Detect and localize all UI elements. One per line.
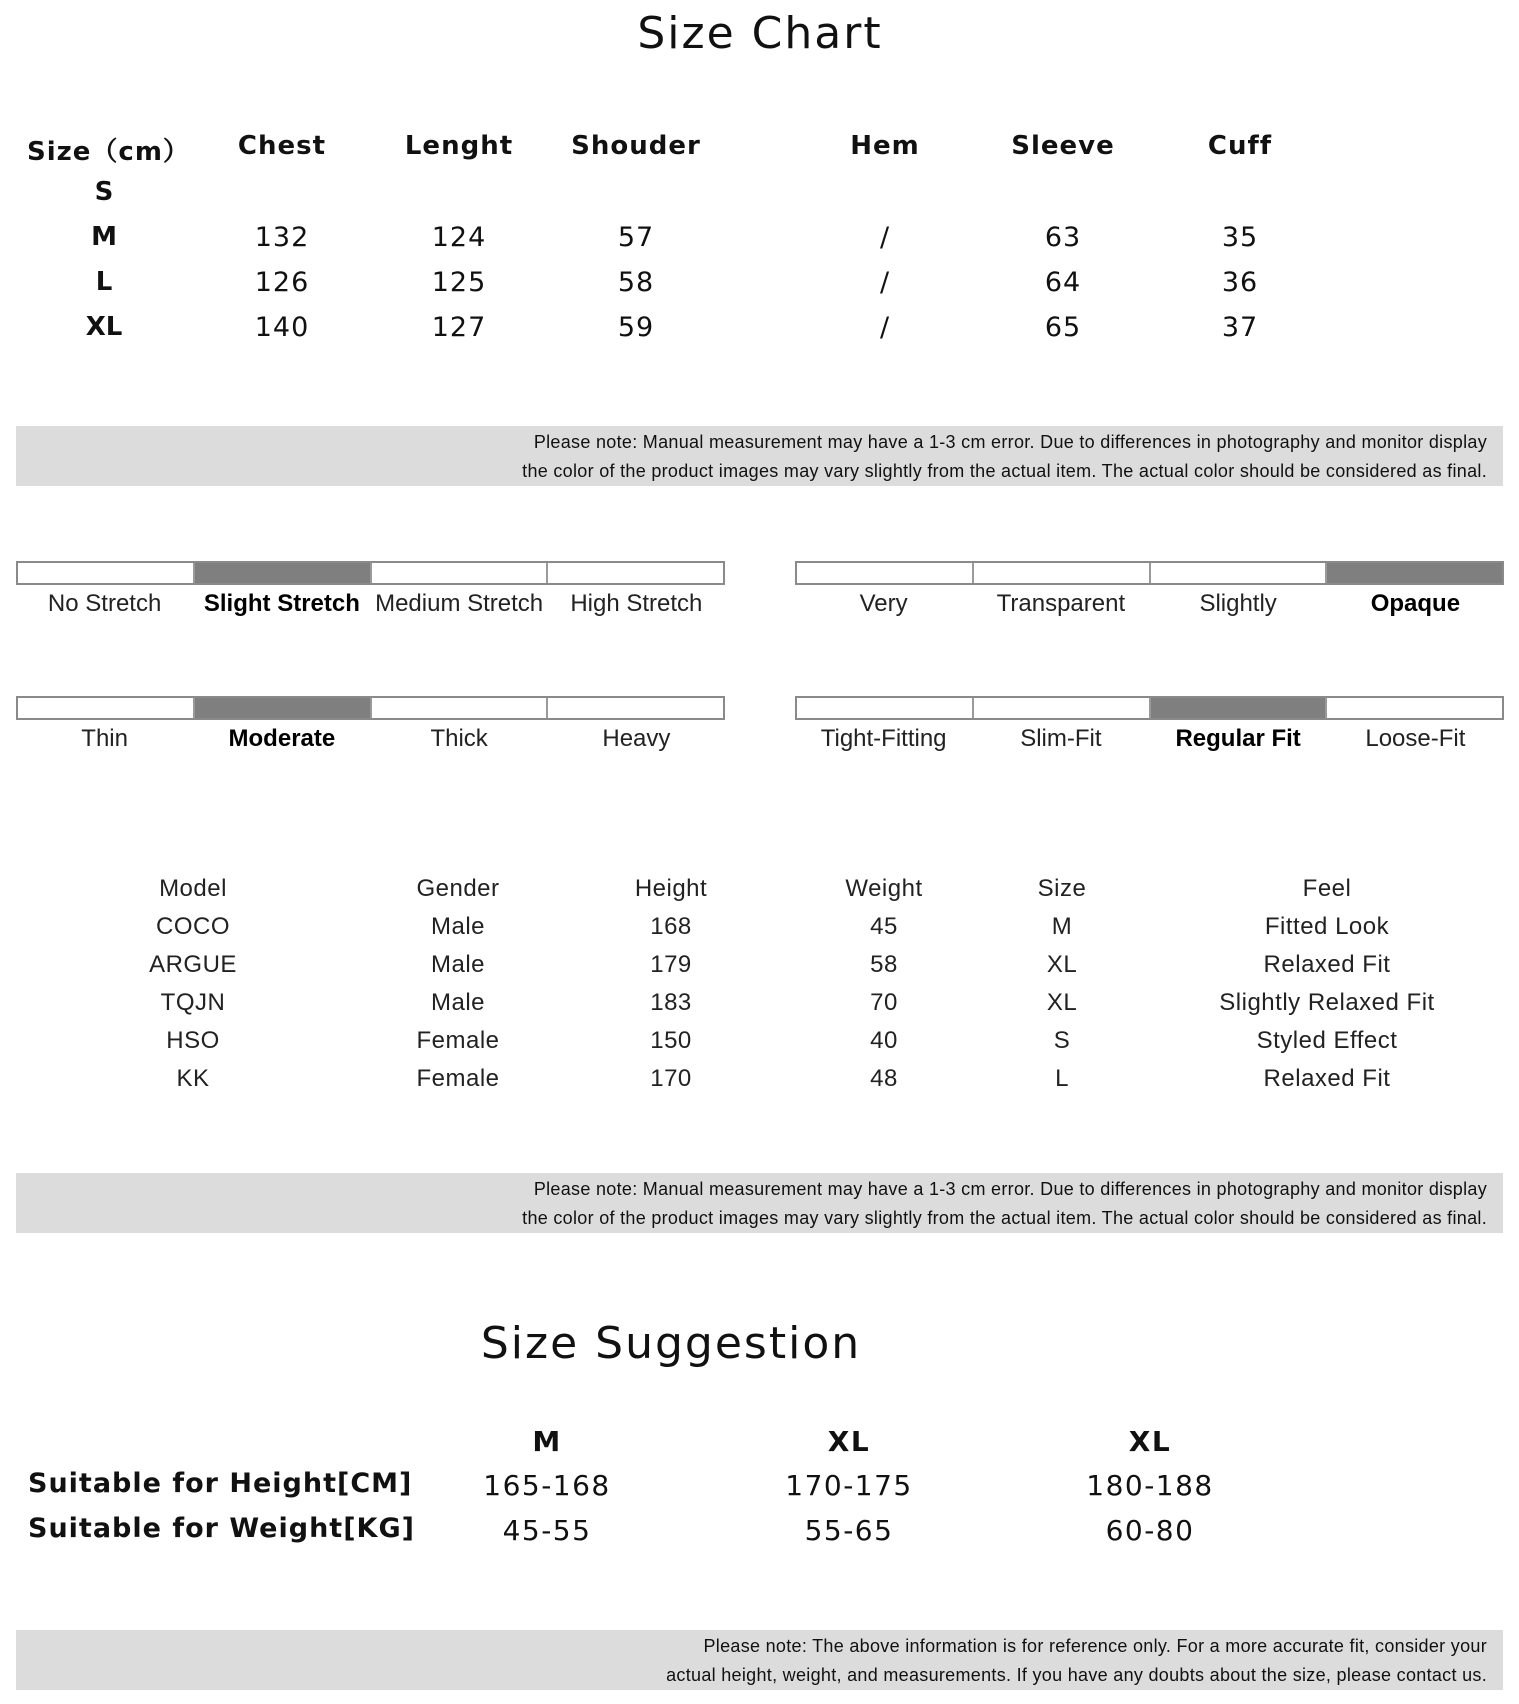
measurement-note xyxy=(16,426,1503,486)
scale-segment xyxy=(974,698,1151,718)
model-cell: Male xyxy=(430,913,486,940)
note-line-2: actual height, weight, and measurements. If you have any doubts about the size, please contact us. xyxy=(666,1665,1487,1685)
reference-note xyxy=(16,1630,1503,1690)
scale-label: Thin xyxy=(81,725,128,752)
model-cell: Slightly Relaxed Fit xyxy=(1219,989,1435,1016)
scale-label: Thick xyxy=(430,725,488,752)
scale-segment xyxy=(1327,563,1502,583)
note-line-2: the color of the product images may vary slightly from the actual item. The actual color should be considered as final. xyxy=(522,461,1487,481)
model-column-header: Gender xyxy=(416,875,500,902)
model-column-header: Feel xyxy=(1302,875,1352,902)
size-label: XL xyxy=(85,312,123,342)
column-header: Chest xyxy=(237,131,327,161)
note-line-1: Please note: Manual measurement may have a 1-3 cm error. Due to differences in photography and monitor display xyxy=(533,1179,1487,1199)
suggested-size: XL xyxy=(827,1425,871,1458)
model-cell: Male xyxy=(430,989,486,1016)
scale-segment xyxy=(18,563,195,583)
height-range: 165-168 xyxy=(483,1469,611,1502)
weight-range: 55-65 xyxy=(804,1514,894,1547)
suggested-size: M xyxy=(532,1425,562,1458)
table-cell: 127 xyxy=(431,312,487,343)
table-cell: 125 xyxy=(431,267,487,298)
table-cell: / xyxy=(879,222,891,253)
thickness-scale-bar xyxy=(16,696,725,720)
weight-range: 60-80 xyxy=(1105,1514,1195,1547)
stretch-scale-bar xyxy=(16,561,725,585)
model-cell: KK xyxy=(176,1065,210,1092)
weight-range: 45-55 xyxy=(502,1514,592,1547)
size-suggestion-title: Size Suggestion xyxy=(480,1318,862,1369)
weight-label: Suitable for Weight[KG] xyxy=(28,1513,415,1544)
table-cell: 58 xyxy=(617,267,655,298)
model-cell: XL xyxy=(1046,951,1078,978)
scale-label: Moderate xyxy=(228,725,336,752)
size-label: S xyxy=(94,177,114,207)
scale-label: Medium Stretch xyxy=(375,590,544,617)
table-cell: / xyxy=(879,267,891,298)
scale-label: Regular Fit xyxy=(1175,725,1301,752)
scale-segment xyxy=(195,563,372,583)
scale-label: High Stretch xyxy=(570,590,703,617)
model-cell: 183 xyxy=(650,989,692,1016)
model-cell: S xyxy=(1053,1027,1071,1054)
model-cell: TQJN xyxy=(160,989,226,1016)
model-column-header: Height xyxy=(634,875,708,902)
suggested-size: XL xyxy=(1128,1425,1172,1458)
model-cell: 170 xyxy=(650,1065,692,1092)
table-cell: 124 xyxy=(431,222,487,253)
scale-segment xyxy=(372,698,549,718)
model-cell: Female xyxy=(416,1027,500,1054)
column-header: Size（cm） xyxy=(27,137,190,167)
column-header: Lenght xyxy=(404,131,514,161)
table-cell: 35 xyxy=(1221,222,1259,253)
model-cell: 48 xyxy=(870,1065,898,1092)
size-label: M xyxy=(91,222,117,252)
column-header: Shouder xyxy=(571,131,701,161)
scale-segment xyxy=(974,563,1151,583)
model-cell: Male xyxy=(430,951,486,978)
note-line-1: Please note: Manual measurement may have a 1-3 cm error. Due to differences in photography and monitor display xyxy=(533,432,1487,452)
fit-scale-bar xyxy=(795,696,1504,720)
scale-segment xyxy=(372,563,549,583)
scale-label: Transparent xyxy=(996,590,1126,617)
scale-segment xyxy=(1151,698,1328,718)
column-header: Cuff xyxy=(1207,131,1273,161)
table-cell: 57 xyxy=(617,222,655,253)
scale-label: No Stretch xyxy=(47,590,162,617)
scale-segment xyxy=(18,698,195,718)
model-column-header: Weight xyxy=(845,875,923,902)
table-cell: / xyxy=(879,312,891,343)
scale-label: Heavy xyxy=(602,725,671,752)
scale-label: Slight Stretch xyxy=(203,590,360,617)
model-cell: COCO xyxy=(156,913,230,940)
model-cell: 45 xyxy=(870,913,898,940)
measurement-note-2 xyxy=(16,1173,1503,1233)
column-header: Hem xyxy=(850,131,920,161)
opacity-scale-bar xyxy=(795,561,1504,585)
model-cell: Female xyxy=(416,1065,500,1092)
model-cell: L xyxy=(1055,1065,1069,1092)
table-cell: 132 xyxy=(254,222,310,253)
table-cell: 36 xyxy=(1221,267,1259,298)
table-cell: 63 xyxy=(1044,222,1082,253)
model-cell: Relaxed Fit xyxy=(1263,951,1391,978)
model-cell: 58 xyxy=(870,951,898,978)
note-line-2: the color of the product images may vary slightly from the actual item. The actual color should be considered as final. xyxy=(522,1208,1487,1228)
model-cell: 40 xyxy=(870,1027,898,1054)
model-cell: 168 xyxy=(650,913,692,940)
scale-label: Opaque xyxy=(1370,590,1461,617)
note-line-1: Please note: The above information is for reference only. For a more accurate fit, consider your xyxy=(703,1636,1487,1656)
scale-segment xyxy=(548,698,723,718)
model-column-header: Size xyxy=(1037,875,1087,902)
scale-segment xyxy=(797,698,974,718)
model-cell: HSO xyxy=(166,1027,220,1054)
table-cell: 37 xyxy=(1221,312,1259,343)
scale-segment xyxy=(1327,698,1502,718)
table-cell: 64 xyxy=(1044,267,1082,298)
scale-segment xyxy=(797,563,974,583)
height-range: 180-188 xyxy=(1086,1469,1214,1502)
scale-label: Very xyxy=(859,590,908,617)
model-cell: 70 xyxy=(870,989,898,1016)
scale-segment xyxy=(1151,563,1328,583)
scale-label: Loose-Fit xyxy=(1365,725,1466,752)
model-cell: M xyxy=(1051,913,1073,940)
model-cell: XL xyxy=(1046,989,1078,1016)
scale-label: Tight-Fitting xyxy=(820,725,947,752)
model-cell: Fitted Look xyxy=(1264,913,1390,940)
model-cell: ARGUE xyxy=(149,951,237,978)
scale-segment xyxy=(195,698,372,718)
model-cell: Styled Effect xyxy=(1256,1027,1398,1054)
table-cell: 65 xyxy=(1044,312,1082,343)
model-cell: Relaxed Fit xyxy=(1263,1065,1391,1092)
scale-segment xyxy=(548,563,723,583)
height-label: Suitable for Height[CM] xyxy=(28,1468,413,1499)
height-range: 170-175 xyxy=(785,1469,913,1502)
scale-label: Slim-Fit xyxy=(1020,725,1102,752)
scale-label: Slightly xyxy=(1199,590,1277,617)
column-header: Sleeve xyxy=(1011,131,1115,161)
size-chart-title: Size Chart xyxy=(637,8,883,59)
table-cell: 140 xyxy=(254,312,310,343)
model-cell: 150 xyxy=(650,1027,692,1054)
model-cell: 179 xyxy=(650,951,692,978)
size-label: L xyxy=(95,267,113,297)
table-cell: 126 xyxy=(254,267,310,298)
table-cell: 59 xyxy=(617,312,655,343)
model-column-header: Model xyxy=(159,875,227,902)
